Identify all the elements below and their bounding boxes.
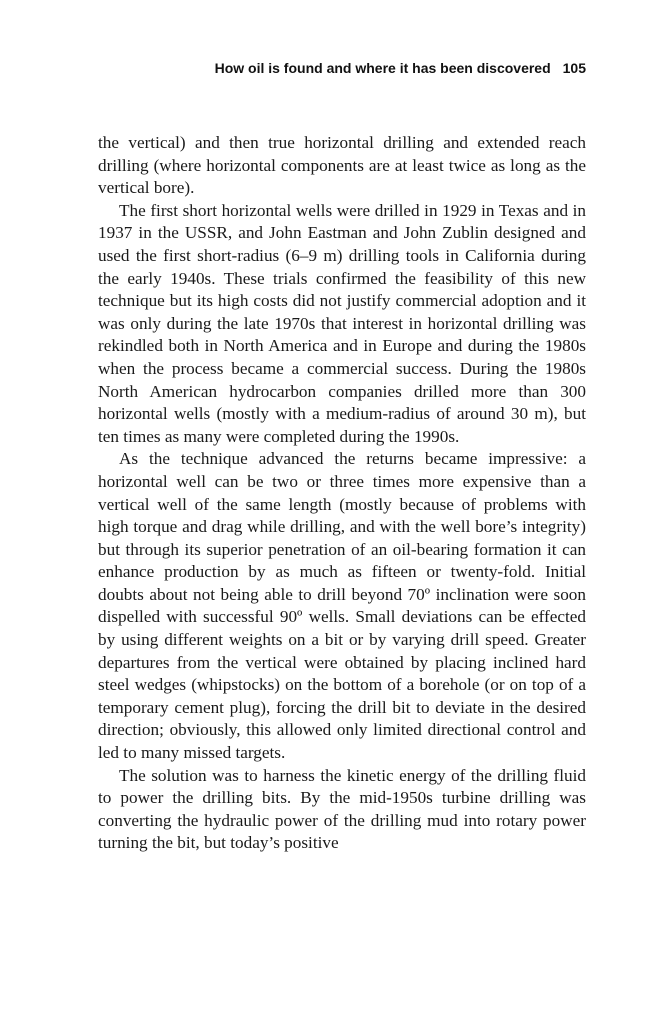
paragraph-technique-returns: As the technique advanced the returns became impressive: a horizontal well can be two or three times more expensive than a vertical well of the same length (mostly because of problems with high torque and drag while drilling, and with the well bore’s integrity) but through its superior penetration of an oil-bearing formation it can enhance production by as much as fifteen or twenty-fold. Initial doubts about not being able to drill beyond 70º inclination were soon dispelled with successful 90º wells. Small deviations can be effected by using different weights on a bit or by varying drill speed. Greater departures from the vertical were obtained by placing inclined hard steel wedges (whipstocks) on the bottom of a borehole (or on top of a temporary cement plug), forcing the drill bit to deviate in the desired direction; obviously, this allowed only limited directional control and led to many missed targets.: [98, 449, 586, 763]
paragraph-first-horizontal-wells: The first short horizontal wells were drilled in 1929 in Texas and in 1937 in the USSR, and John Eastman and John Zublin designed and used the first short-radius (6–9 m) drilling tools in California during the early 1940s. These trials confirmed the feasibility of this new technique but its high costs did not justify commercial adoption and it was only during the late 1970s that interest in horizontal drilling was rekindled both in North America and in Europe and during the 1980s when the process became a commercial success. During the 1980s North American hydrocarbon companies drilled more than 300 horizontal wells (mostly with a medium-radius of around 30 m), but ten times as many were completed during the 1990s.: [98, 200, 586, 446]
running-head: [98, 60, 586, 76]
body-text: [98, 132, 586, 855]
running-title: How oil is found and where it has been discovered: [214, 60, 551, 76]
paragraph-kinetic-energy: The solution was to harness the kinetic energy of the drilling fluid to power the drilling bits. By the mid-1950s turbine drilling was converting the hydraulic power of the drilling mud into rotary power turning the bit, but today’s positive: [98, 765, 586, 853]
page-number: 105: [562, 60, 586, 76]
paragraph-continuation: the vertical) and then true horizontal drilling and extended reach drilling (where horizontal components are at least twice as long as the vertical bore).: [98, 133, 586, 198]
